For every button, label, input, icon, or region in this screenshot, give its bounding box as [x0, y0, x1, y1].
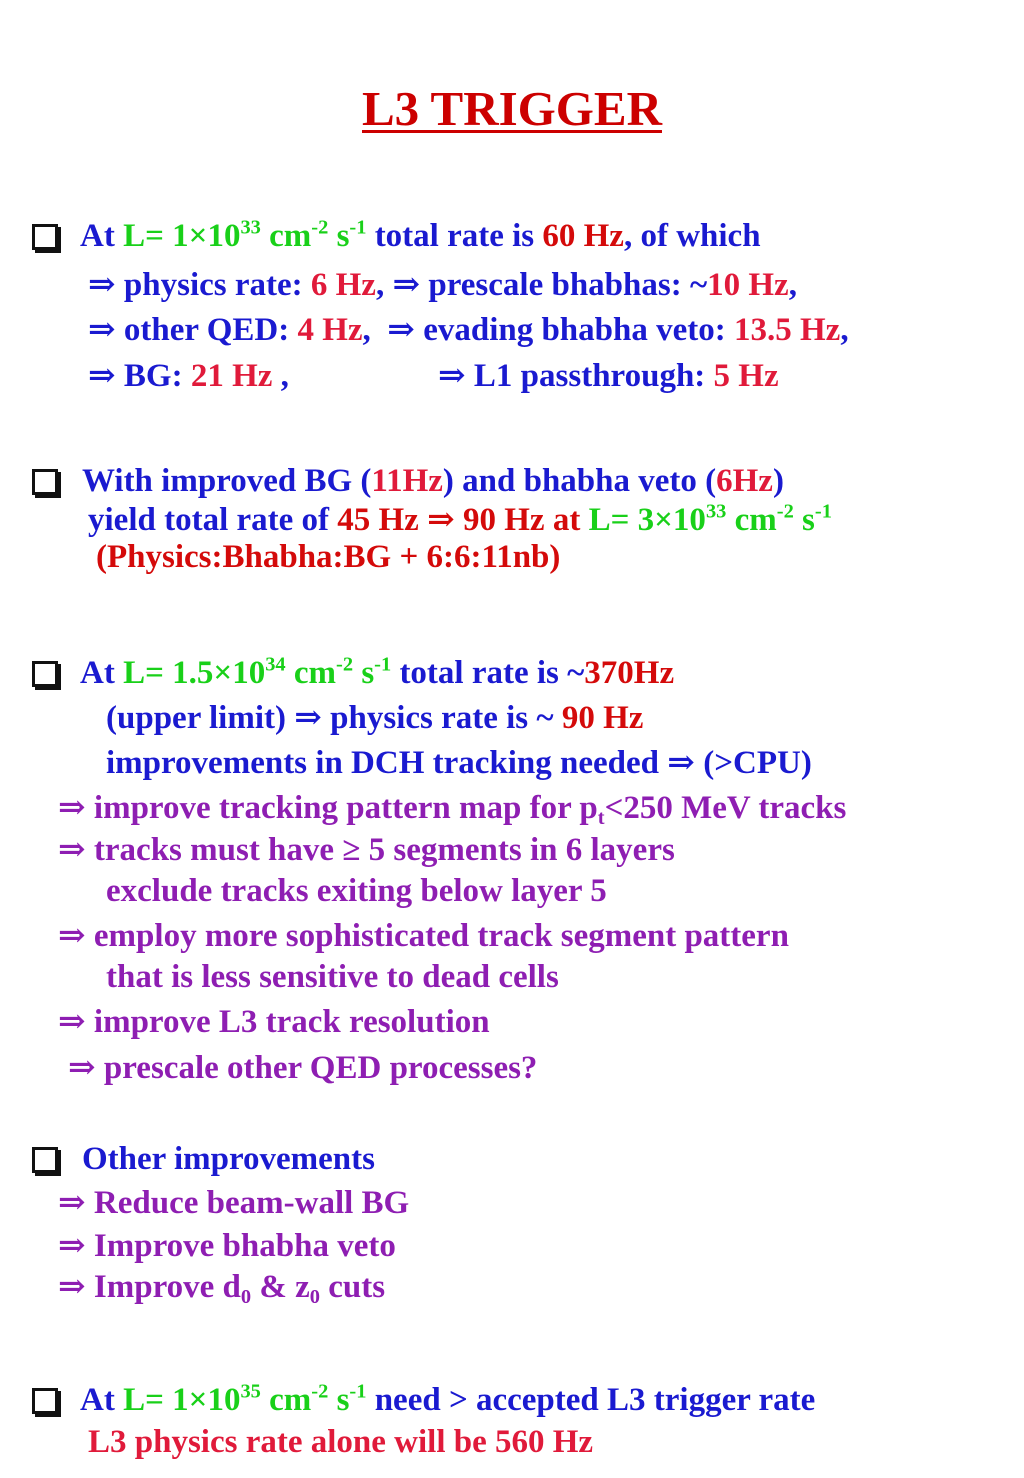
arrow-icon: ⇒	[88, 312, 116, 348]
section3-item1: ⇒ improve tracking pattern map for $p_t<250$ MeV tracks	[58, 790, 847, 830]
section4-item1: ⇒ Reduce beam-wall BG	[58, 1185, 410, 1221]
arrow-icon: ⇒	[387, 312, 415, 348]
section1-rates-line1: ⇒ physics rate: 6 Hz, ⇒ prescale bhabhas: ~10 Hz,	[88, 267, 797, 303]
section1-heading: At $L= 1\times 10^{33}$ $cm^{-2}$ $s^{-1}$ total rate is 60 Hz, of which	[80, 216, 761, 254]
section1-rates-line3b: ⇒ L1 passthrough: 5 Hz	[438, 358, 779, 394]
arrow-icon: ⇒	[392, 267, 421, 303]
checkbox-bullet-icon	[32, 469, 58, 495]
arrow-icon: ⇒	[58, 1269, 86, 1305]
arrow-icon: ⇒	[88, 267, 116, 303]
section3-item3: ⇒ employ more sophisticated track segment pattern	[58, 918, 789, 954]
section3-dch: improvements in DCH tracking needed ⇒ (>CPU)	[106, 745, 812, 781]
checkbox-bullet-icon	[32, 1388, 58, 1414]
checkbox-bullet-icon	[32, 1147, 58, 1173]
section3-item3-cont: that is less sensitive to dead cells	[106, 959, 559, 995]
section3-upper-limit: (upper limit) ⇒ physics rate is ~ 90 Hz	[106, 700, 644, 736]
section3-item2-cont: exclude tracks exiting below layer 5	[106, 873, 607, 909]
section2-yield: yield total rate of 45 Hz ⇒ 90 Hz at $L= 3\times 10^{33}$ $cm^{-2}$ $s^{-1}$	[88, 500, 832, 538]
arrow-icon: ⇒	[58, 790, 86, 826]
section2-heading: With improved BG (11Hz) and bhabha veto (6Hz)	[82, 463, 784, 499]
checkbox-bullet-icon	[32, 661, 58, 687]
arrow-icon: ⇒	[58, 1228, 86, 1264]
arrow-icon: ⇒	[58, 832, 86, 868]
arrow-icon: ⇒	[58, 1185, 86, 1221]
section5-heading: At $L= 1\times 10^{35}$ $cm^{-2}$ $s^{-1}$ need > accepted L3 trigger rate	[80, 1380, 816, 1418]
section5-physics: L3 physics rate alone will be 560 Hz	[88, 1424, 594, 1460]
page-title: L3 TRIGGER	[362, 81, 662, 136]
section3-item4: ⇒ improve L3 track resolution	[58, 1004, 490, 1040]
section4-heading: Other improvements	[82, 1141, 375, 1177]
section3-heading: At $L= 1.5\times 10^{34}$ $cm^{-2}$ $s^{-1}$ total rate is ~370Hz	[80, 653, 675, 691]
arrow-icon: ⇒	[88, 358, 116, 394]
section3-item5: ⇒ prescale other QED processes?	[68, 1050, 538, 1086]
checkbox-bullet-icon	[32, 224, 58, 250]
section4-item2: ⇒ Improve bhabha veto	[58, 1228, 396, 1264]
arrow-icon: ⇒	[667, 745, 695, 781]
arrow-icon: ⇒	[68, 1050, 96, 1086]
arrow-icon: ⇒	[58, 1004, 86, 1040]
arrow-icon: ⇒	[438, 358, 466, 394]
arrow-icon: ⇒	[58, 918, 86, 954]
section2-ratio: (Physics:Bhabha:BG + 6:6:11nb)	[96, 539, 561, 575]
section1-rates-line2: ⇒ other QED: 4 Hz, ⇒ evading bhabha veto: 13.5 Hz,	[88, 312, 849, 348]
arrow-icon: ⇒	[427, 502, 455, 538]
section3-item2: ⇒ tracks must have ≥ 5 segments in 6 layers	[58, 832, 675, 868]
section1-rates-line3a: ⇒ BG: 21 Hz ,	[88, 358, 289, 394]
section4-item3: ⇒ Improve $d_0$ & $z_0$ cuts	[58, 1269, 386, 1309]
arrow-icon: ⇒	[294, 700, 322, 736]
